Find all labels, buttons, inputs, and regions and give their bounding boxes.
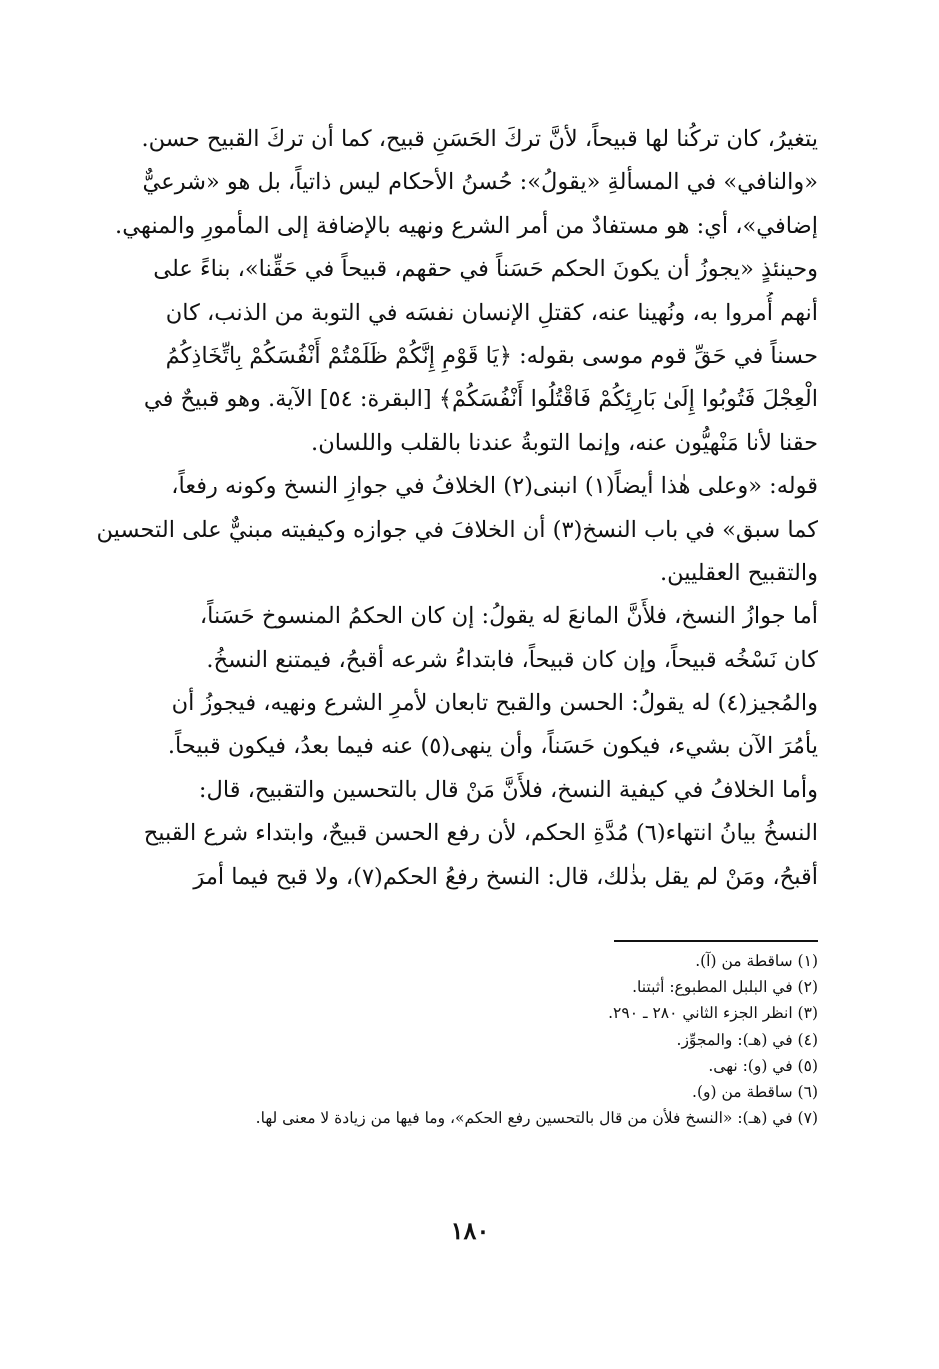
text-line: وحينئذٍ «يجوزُ أن يكونَ الحكم حَسَناً في حقهم، قبيحاً في حَقِّنا»، بناءً على [153, 256, 818, 283]
main-text-block [96, 118, 818, 899]
footnote: (٤) في (هـ): والمجوِّز. [676, 1030, 818, 1049]
text-line: حقنا لأنا مَنْهيُّون عنه، وإنما التوبةُ عندنا بالقلب واللسان. [311, 429, 818, 456]
text-line: يأمُرَ الآن بشيء، فيكون حَسَناً، وأن ينهى(٥) عنه فيما بعدُ، فيكون قبيحاً. [167, 733, 818, 760]
page-number: ١٨٠ [450, 1216, 490, 1245]
text-line: والمُجيز(٤) له يقولُ: الحسن والقبح تابعان لأمرِ الشرع ونهيه، فيجوزُ أن [171, 690, 818, 717]
text-line: كان نَسْخُه قبيحاً، وإن كان قبيحاً، فابتداءُ شرعه أقبحُ، فيمتنع النسخُ. [206, 646, 818, 673]
text-line: والتقبيح العقليين. [659, 559, 818, 586]
text-line: أقبحُ، ومَنْ لم يقل بذٰلك، قال: النسخ رفعُ الحكم(٧)، ولا قبح فيما أمرَ [193, 863, 818, 890]
text-line: حسناً في حَقِّ قوم موسى بقوله: ﴿يَا قَوْمِ إِنَّكُمْ ظَلَمْتُمْ أَنْفُسَكُمْ بِاتِّخَاذِكُمُ [165, 342, 818, 369]
footnote: (٥) في (و): نهى. [708, 1056, 818, 1075]
text-line: يتغيرُ، كان تركُنا لها قبيحاً، لأنَّ تركَ الحَسَنِ قبيح، كما أن تركَ القبيح حسن. [141, 126, 818, 152]
footnote: (٣) انظر الجزء الثاني ٢٨٠ ـ ٢٩٠. [608, 1004, 818, 1023]
text-line: إضافي»، أي: هو مستفادٌ من أمر الشرع ونهيه بالإضافة إلى المأمورِ والمنهي. [115, 212, 818, 239]
footnote: (٦) ساقطة من (و). [692, 1082, 818, 1101]
footnote: (٢) في البلبل المطبوع: أثبتنا. [632, 978, 818, 997]
text-line: النسخُ بيانُ انتهاء(٦) مُدَّةِ الحكم، لأن رفع الحسن قبيحٌ، وابتداء شرع القبيح [143, 820, 818, 847]
footnote-divider [614, 940, 818, 942]
footnote: (٧) في (هـ): «النسخ فلأن من قال بالتحسين رفع الحكم»، وما فيها من زيادة لا معنى لها. [255, 1109, 818, 1128]
footnote: (١) ساقطة من (آ). [695, 952, 818, 970]
text-line: وأما الخلافُ في كيفية النسخ، فلأَنَّ مَنْ قال بالتحسين والتقبيح، قال: [198, 776, 818, 803]
footnotes-block [180, 948, 818, 1131]
text-line: «والنافي» في المسألةِ «يقولُ»: حُسنُ الأحكام ليس ذاتياً، بل هو «شرعيٌّ [142, 169, 818, 196]
text-line: قوله: «وعلى هٰذا أيضاً(١) انبنى(٢) الخلافُ في جوازِ النسخ وكونه رفعاً، [171, 473, 818, 500]
text-line: الْعِجْلَ فَتُوبُوا إِلَىٰ بَارِئِكُمْ فَاقْتُلُوا أَنْفُسَكُمْ﴾ [البقرة: ٥٤] الآية. وهو قبيحٌ في [143, 386, 818, 413]
text-line: كما سبق» في باب النسخ(٣) أن الخلافَ في جوازه وكيفيته مبنيٌّ على التحسين [96, 516, 818, 543]
text-line: أنهم أُمروا به، ونُهينا عنه، كقتلِ الإنسان نفسَه في التوبة من الذنب، كان [165, 299, 818, 326]
text-line: أما جوازُ النسخ، فلأَنَّ المانعَ له يقولُ: إن كان الحكمُ المنسوخ حَسَناً، [199, 603, 818, 630]
